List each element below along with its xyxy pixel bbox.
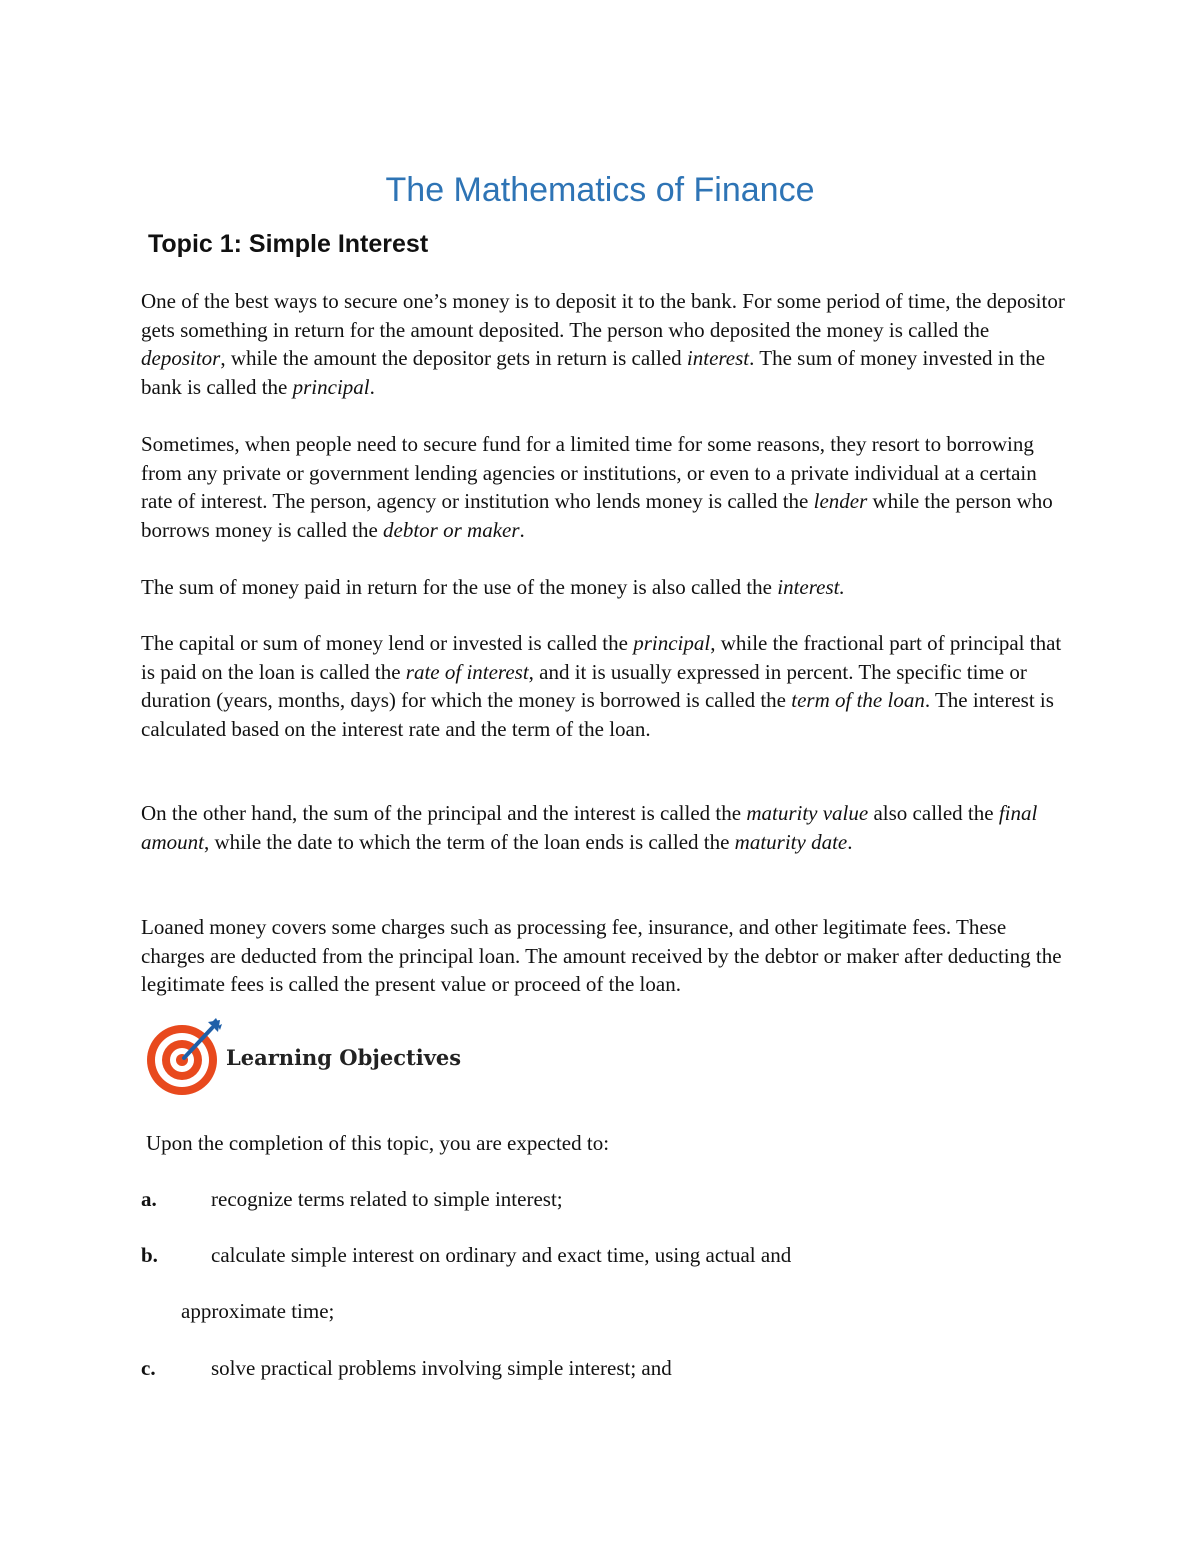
learning-objectives-header — [146, 1018, 546, 1098]
italic-term: debtor or maker — [383, 517, 520, 542]
italic-term: lender — [813, 489, 868, 513]
learning-objectives-label: Learning Objectives — [226, 1045, 462, 1070]
italic-term: term of the loan — [791, 688, 925, 712]
italic-term: rate of interest — [405, 659, 529, 684]
target-arrow-icon — [146, 1018, 226, 1098]
text-run: The capital or sum of money lend or invested is called the — [141, 631, 634, 655]
text-run: . — [519, 517, 525, 542]
italic-term: final amount — [141, 801, 1038, 854]
objective-letter: b. — [141, 1243, 158, 1267]
italic-term: interest — [686, 346, 750, 370]
text-run: . — [847, 829, 853, 854]
objective-text: solve practical problems involving simple interest; and — [211, 1356, 672, 1380]
text-run: . The interest is calculated based on the interest rate and the term of the loan. — [141, 688, 1054, 741]
paragraph-principal — [141, 629, 1066, 743]
text-run: One of the best ways to secure one’s money is to deposit it to the bank. For some period of time, the depositor gets something in return for the amount deposited. The person who deposited the money is called the — [141, 289, 1065, 342]
text-run: , while the amount the depositor gets in return is called — [220, 346, 687, 370]
italic-term: maturity date — [734, 829, 848, 854]
text-run: Loaned money covers some charges such as processing fee, insurance, and other legitimate fees. These charges are deducted from the principal loan. The amount received by the debtor or maker after deducting the legitimate fees is called the present value or proceed of the loan. — [141, 915, 1062, 996]
text-run: On the other hand, the sum of the principal and the interest is called the — [141, 801, 747, 825]
text-run: The sum of money paid in return for the use of the money is also called the — [141, 575, 778, 599]
objective-text: recognize terms related to simple interest; — [211, 1187, 563, 1211]
objective-text: calculate simple interest on ordinary and exact time, using actual and — [211, 1243, 792, 1267]
text-run: , while the fractional part of principal that is paid on the loan is called the — [141, 631, 1062, 684]
objective-continuation: approximate time; — [181, 1299, 335, 1323]
topic-heading: Topic 1: Simple Interest — [148, 230, 429, 258]
text-run: , while the date to which the term of the loan ends is called the — [204, 829, 735, 854]
italic-term: maturity value — [746, 801, 869, 825]
italic-term: principal — [292, 374, 370, 399]
paragraph-present-value — [141, 913, 1066, 999]
page-title: The Mathematics of Finance — [385, 171, 815, 209]
italic-term: principal — [633, 631, 711, 655]
paragraph-maturity — [141, 799, 1066, 856]
text-run: . — [369, 374, 375, 399]
paragraph-lender — [141, 430, 1066, 544]
italic-term: interest. — [777, 575, 845, 599]
italic-term: depositor — [141, 346, 221, 370]
paragraph-interest — [141, 573, 1066, 602]
objective-letter: a. — [141, 1187, 157, 1211]
text-run: , and it is usually expressed in percent. The specific time or duration (years, months, days) for which the money is borrowed is called the — [141, 659, 1027, 712]
objective-letter: c. — [141, 1356, 156, 1380]
objectives-intro: Upon the completion of this topic, you are expected to: — [146, 1131, 610, 1155]
paragraph-depositor — [141, 287, 1066, 401]
text-run: also called the — [868, 801, 999, 825]
text-run: . The sum of money invested in the bank is called the — [141, 346, 1046, 399]
text-run: Sometimes, when people need to secure fund for a limited time for some reasons, they resort to borrowing from any private or government lending agencies or institutions, or even to a private individual at a certain rate of interest. The person, agency or institution who lends money is called the — [141, 432, 1037, 513]
text-run: while the person who borrows money is called the — [141, 489, 1053, 542]
